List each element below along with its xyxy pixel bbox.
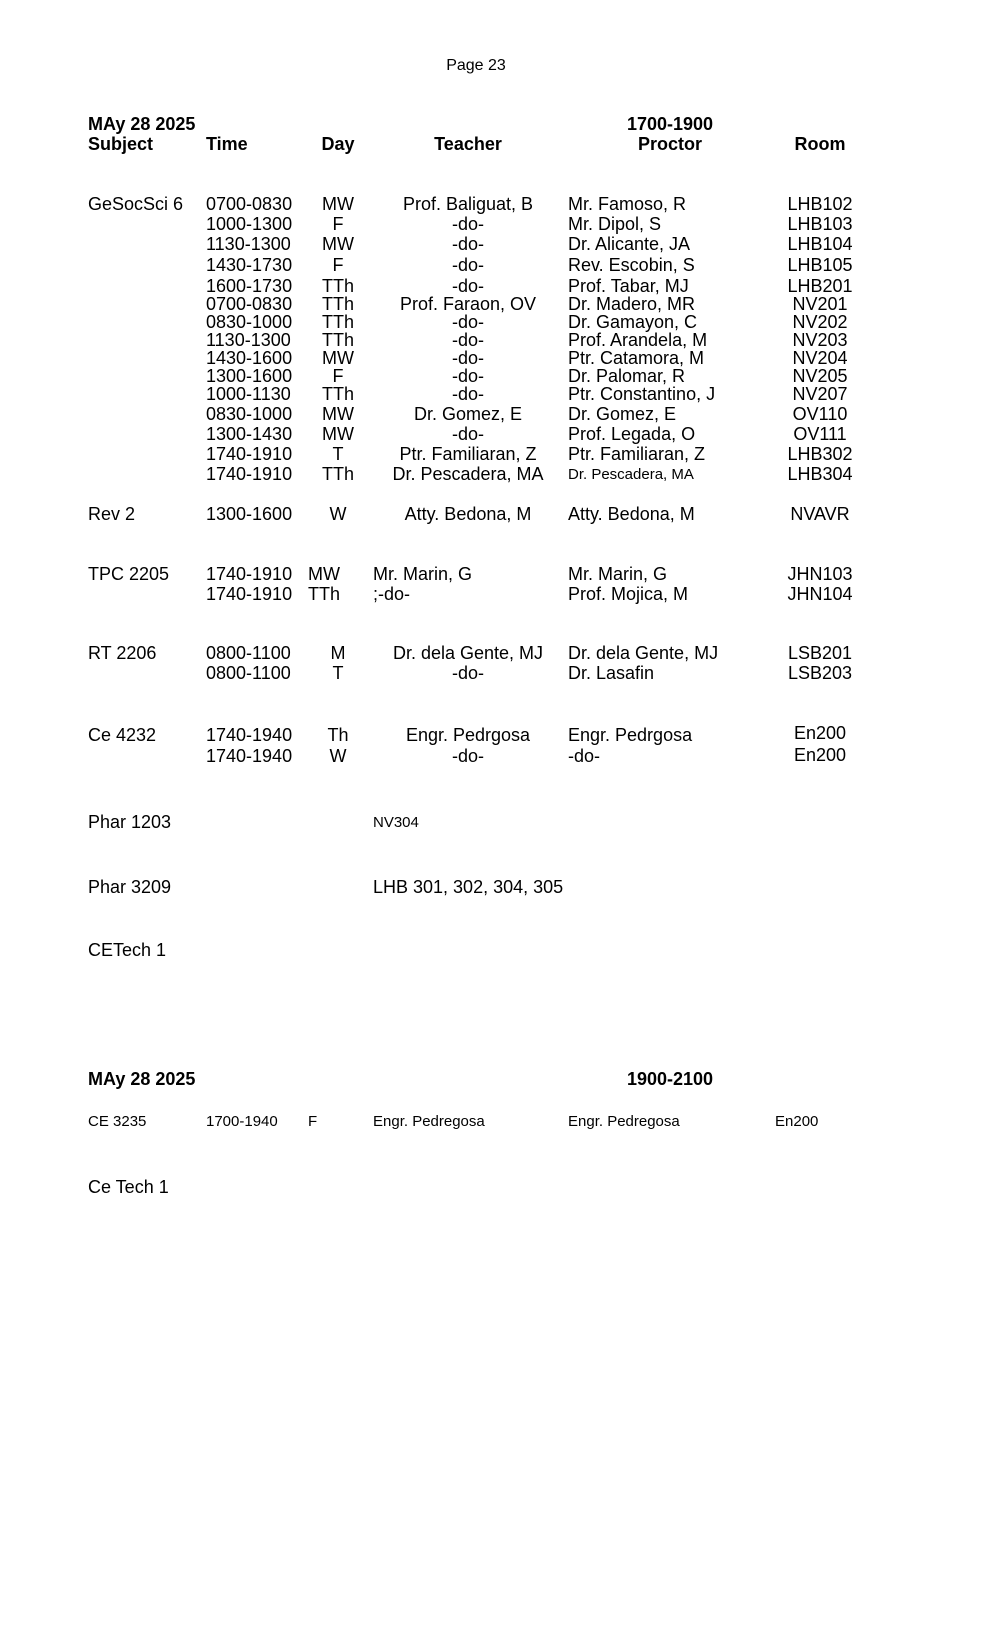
row-proctor: -do-	[568, 746, 601, 766]
row-time: 0830-1000	[206, 312, 293, 332]
row-day: F	[332, 214, 344, 234]
row-proctor: Atty. Bedona, M	[568, 504, 695, 524]
row-proctor: Dr. Lasafin	[568, 663, 655, 683]
row-time: 1740-1910	[206, 464, 293, 484]
row-teacher: Atty. Bedona, M	[404, 504, 532, 524]
row-day: W	[329, 746, 347, 766]
row-room: En200	[775, 1113, 819, 1130]
row-time: 1740-1940	[206, 725, 293, 745]
row-proctor: Ptr. Familiaran, Z	[568, 444, 706, 464]
row-room: LHB304	[787, 464, 853, 484]
section-date: MAy 28 2025	[88, 1069, 196, 1089]
row-teacher: Engr. Pedrgosa	[405, 725, 531, 745]
row-teacher: -do-	[451, 663, 485, 683]
section-date: MAy 28 2025	[88, 114, 196, 134]
row-day: TTh	[321, 330, 355, 350]
row-teacher: Dr. Pescadera, MA	[392, 464, 544, 484]
row-day: MW	[322, 404, 354, 424]
row-proctor: Ptr. Constantino, J	[568, 384, 716, 404]
row-teacher: Dr. Gomez, E	[413, 404, 523, 424]
subject-name: Ce Tech 1	[88, 1177, 169, 1197]
row-proctor: Dr. Gomez, E	[568, 404, 677, 424]
row-room: NV207	[792, 384, 848, 404]
row-time: 1000-1130	[206, 384, 291, 404]
row-room: LHB102	[787, 194, 853, 214]
row-room: JHN104	[787, 584, 853, 604]
row-time: 1430-1600	[206, 348, 293, 368]
row-teacher: ;-do-	[373, 584, 411, 604]
row-day: TTh	[321, 312, 355, 332]
row-proctor: Prof. Mojica, M	[568, 584, 689, 604]
row-day: T	[332, 663, 344, 683]
row-day: W	[329, 504, 347, 524]
row-time: 1130-1300	[206, 234, 291, 254]
row-time: 0830-1000	[206, 404, 293, 424]
row-room: NVAVR	[790, 504, 850, 524]
row-teacher: -do-	[451, 214, 485, 234]
subject-name: TPC 2205	[88, 564, 170, 584]
row-room: NV304	[373, 814, 419, 831]
row-day: TTh	[321, 276, 355, 296]
row-time: 1300-1600	[206, 366, 293, 386]
row-room: NV203	[792, 330, 848, 350]
row-proctor: Dr. Palomar, R	[568, 366, 686, 386]
row-day: TTh	[321, 294, 355, 314]
subject-name: RT 2206	[88, 643, 157, 663]
row-teacher: Ptr. Familiaran, Z	[399, 444, 537, 464]
row-time: 1130-1300	[206, 330, 291, 350]
row-proctor: Dr. Gamayon, C	[568, 312, 698, 332]
header-proctor: Proctor	[637, 134, 703, 154]
row-day: TTh	[321, 464, 355, 484]
row-time: 1740-1910	[206, 444, 293, 464]
row-proctor: Engr. Pedrgosa	[568, 725, 693, 745]
row-day: MW	[322, 234, 354, 254]
row-teacher: -do-	[451, 276, 485, 296]
row-proctor: Dr. Alicante, JA	[568, 234, 691, 254]
row-room: LHB302	[787, 444, 853, 464]
row-teacher: Engr. Pedregosa	[373, 1113, 485, 1130]
row-day: MW	[322, 424, 354, 444]
row-room: NV201	[792, 294, 848, 314]
row-time: 0800-1100	[206, 643, 291, 663]
row-room: LHB104	[787, 234, 853, 254]
row-proctor: Mr. Marin, G	[568, 564, 668, 584]
row-room: En200	[793, 723, 847, 743]
row-proctor: Rev. Escobin, S	[568, 255, 695, 275]
row-teacher: -do-	[451, 746, 485, 766]
row-proctor: Dr. Pescadera, MA	[568, 466, 694, 483]
subject-name: Rev 2	[88, 504, 136, 524]
row-room: LHB105	[787, 255, 853, 275]
row-day: MW	[322, 194, 354, 214]
row-proctor: Mr. Famoso, R	[568, 194, 687, 214]
header-subject: Subject	[88, 134, 154, 154]
row-teacher: -do-	[451, 384, 485, 404]
row-time: 1300-1600	[206, 504, 293, 524]
row-day: T	[332, 444, 344, 464]
row-time: 1700-1940	[206, 1113, 278, 1130]
subject-name: Ce 4232	[88, 725, 157, 745]
row-day: M	[330, 643, 346, 663]
subject-name: Phar 3209	[88, 877, 172, 897]
subject-name: GeSocSci 6	[88, 194, 184, 214]
row-room: NV205	[792, 366, 848, 386]
row-teacher: Mr. Marin, G	[373, 564, 473, 584]
header-room: Room	[794, 134, 846, 154]
row-proctor: Ptr. Catamora, M	[568, 348, 705, 368]
row-room: LHB103	[787, 214, 853, 234]
section-time-block: 1700-1900	[626, 114, 714, 134]
row-time: 1600-1730	[206, 276, 293, 296]
row-room: LSB201	[787, 643, 853, 663]
row-day: TTh	[321, 384, 355, 404]
row-proctor: Mr. Dipol, S	[568, 214, 662, 234]
row-time: 1740-1910	[206, 564, 293, 584]
subject-name: Phar 1203	[88, 812, 172, 832]
row-day: MW	[322, 348, 354, 368]
row-teacher: -do-	[451, 366, 485, 386]
row-room: NV204	[792, 348, 848, 368]
row-time: 1740-1910	[206, 584, 293, 604]
row-day: TTh	[308, 584, 341, 604]
row-teacher: -do-	[451, 424, 485, 444]
row-teacher: -do-	[451, 255, 485, 275]
row-room: JHN103	[787, 564, 853, 584]
row-time: 0800-1100	[206, 663, 291, 683]
row-proctor: Prof. Legada, O	[568, 424, 696, 444]
subject-name: CE 3235	[88, 1113, 147, 1130]
row-time: 1740-1940	[206, 746, 293, 766]
row-teacher: -do-	[451, 312, 485, 332]
row-room: NV202	[792, 312, 848, 332]
row-teacher: -do-	[451, 348, 485, 368]
row-teacher: Dr. dela Gente, MJ	[392, 643, 544, 663]
row-proctor: Prof. Tabar, MJ	[568, 276, 689, 296]
row-time: 0700-0830	[206, 294, 293, 314]
page-number: Page 23	[446, 57, 506, 74]
header-day: Day	[321, 134, 355, 154]
row-teacher: Prof. Faraon, OV	[399, 294, 537, 314]
row-proctor: Dr. Madero, MR	[568, 294, 696, 314]
row-room: LHB201	[787, 276, 853, 296]
section-time-block: 1900-2100	[626, 1069, 714, 1089]
row-day: MW	[308, 564, 340, 584]
row-time: 1300-1430	[206, 424, 293, 444]
row-room: LHB 301, 302, 304, 305	[373, 877, 564, 897]
row-proctor: Prof. Arandela, M	[568, 330, 708, 350]
row-room: OV110	[792, 404, 848, 424]
row-teacher: Prof. Baliguat, B	[402, 194, 534, 214]
row-time: 1000-1300	[206, 214, 293, 234]
row-proctor: Dr. dela Gente, MJ	[568, 643, 719, 663]
row-day: F	[308, 1113, 318, 1130]
row-day: Th	[327, 725, 349, 745]
row-room: LSB203	[787, 663, 853, 683]
row-day: F	[332, 255, 344, 275]
row-time: 1430-1730	[206, 255, 293, 275]
row-room: En200	[793, 745, 847, 765]
subject-name: CETech 1	[88, 940, 167, 960]
row-proctor: Engr. Pedregosa	[568, 1113, 680, 1130]
row-teacher: -do-	[451, 330, 485, 350]
row-teacher: -do-	[451, 234, 485, 254]
row-time: 0700-0830	[206, 194, 293, 214]
row-day: F	[332, 366, 344, 386]
header-teacher: Teacher	[434, 134, 502, 154]
header-time: Time	[206, 134, 248, 154]
row-room: OV111	[793, 424, 847, 444]
